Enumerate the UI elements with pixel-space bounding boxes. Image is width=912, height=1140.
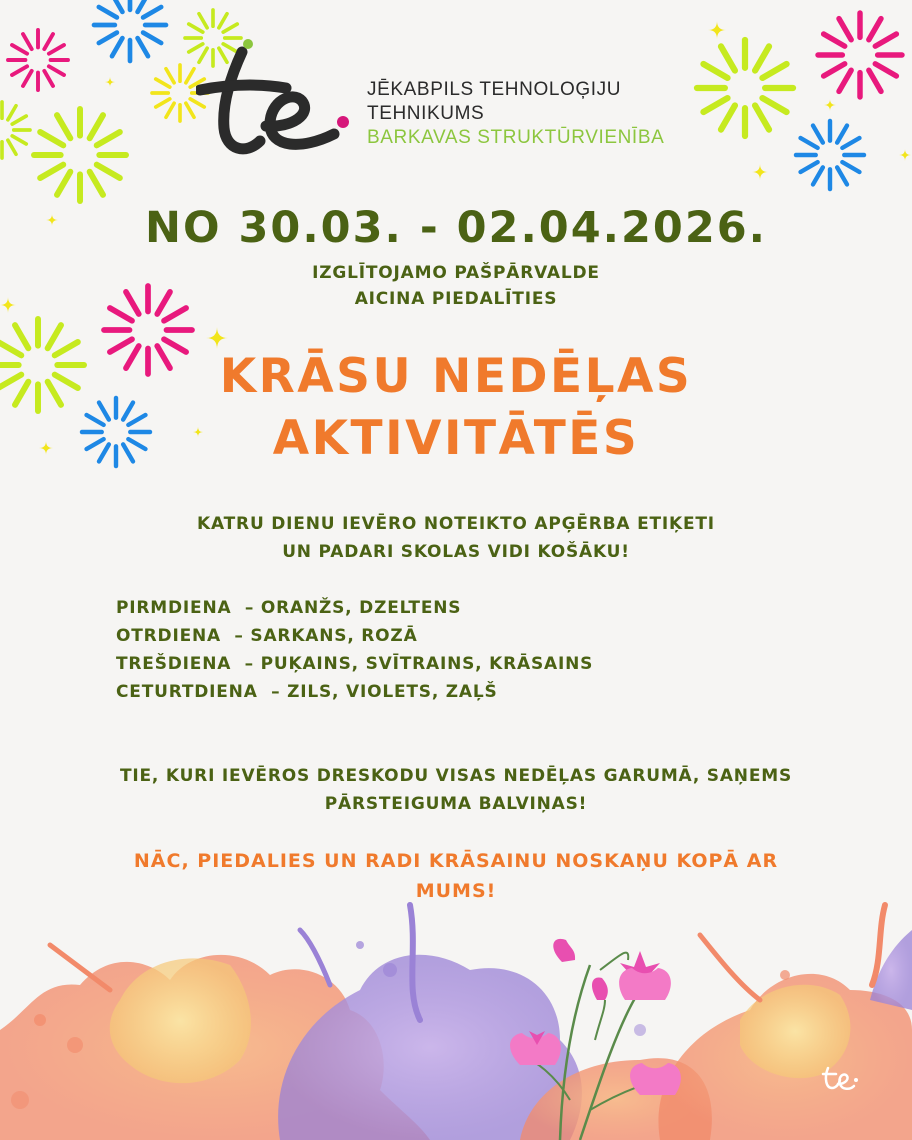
firework-burst-icon (8, 30, 68, 90)
list-item: CETURTDIENA – ZILS, VIOLETS, ZAĻŠ (116, 682, 498, 702)
firework-burst-icon (34, 109, 126, 201)
intro-text (0, 510, 912, 566)
org-line-3: BARKAVAS STRUKTŪRVIENĪBA (367, 127, 665, 148)
sparkle-star-icon (824, 99, 836, 111)
sparkle-star-icon (105, 77, 115, 87)
list-item: OTRDIENA – SARKANS, ROZĀ (116, 626, 418, 646)
firework-burst-icon (0, 102, 30, 158)
list-item: PIRMDIENA – ORANŽS, DZELTENS (116, 598, 462, 618)
org-line-2: TEHNIKUMS (367, 103, 485, 124)
firework-burst-icon (94, 0, 166, 61)
list-item: TREŠDIENA – PUĶAINS, SVĪTRAINS, KRĀSAINS (116, 654, 594, 674)
weekday-dress-code-list (116, 594, 593, 706)
sparkle-star-icon (899, 149, 911, 161)
sparkle-star-icon (752, 164, 768, 180)
firework-burst-icon (796, 121, 864, 189)
reward-line-2: PĀRSTEIGUMA BALVIŅAS! (324, 794, 588, 814)
firework-burst-icon (818, 13, 902, 97)
firework-burst-icon (697, 40, 793, 136)
invitation-line-1: IZGLĪTOJAMO PAŠPĀRVALDE (312, 263, 600, 283)
invitation-text (0, 260, 912, 312)
reward-line-1: TIE, KURI IEVĒROS DRESKODU VISAS NEDĒĻAS GARUMĀ, SAŅEMS (119, 766, 793, 786)
title-line-1: KRĀSU NEDĒĻAS (219, 349, 693, 404)
te-logo (196, 38, 356, 162)
intro-line-2: UN PADARI SKOLAS VIDI KOŠĀKU! (282, 542, 630, 562)
org-line-1: JĒKABPILS TEHNOLOĢIJU (367, 79, 622, 100)
sparkle-star-icon (708, 21, 726, 39)
title-line-2: AKTIVITĀTĒS (272, 411, 640, 466)
event-dates: NO 30.03. - 02.04.2026. (144, 203, 767, 253)
reward-text (0, 762, 912, 818)
organization-name (367, 78, 664, 150)
call-to-action (0, 846, 912, 906)
intro-line-1: KATRU DIENU IEVĒRO NOTEIKTO APĢĒRBA ETIĶETI (197, 514, 715, 534)
invitation-line-2: AICINA PIEDALĪTIES (354, 289, 558, 309)
cta-line-2: MUMS! (415, 880, 497, 902)
watercolor-splash (0, 905, 912, 1140)
event-title (0, 346, 912, 470)
cta-line-1: NĀC, PIEDALIES UN RADI KRĀSAINU NOSKAŅU KOPĀ AR (133, 850, 779, 872)
